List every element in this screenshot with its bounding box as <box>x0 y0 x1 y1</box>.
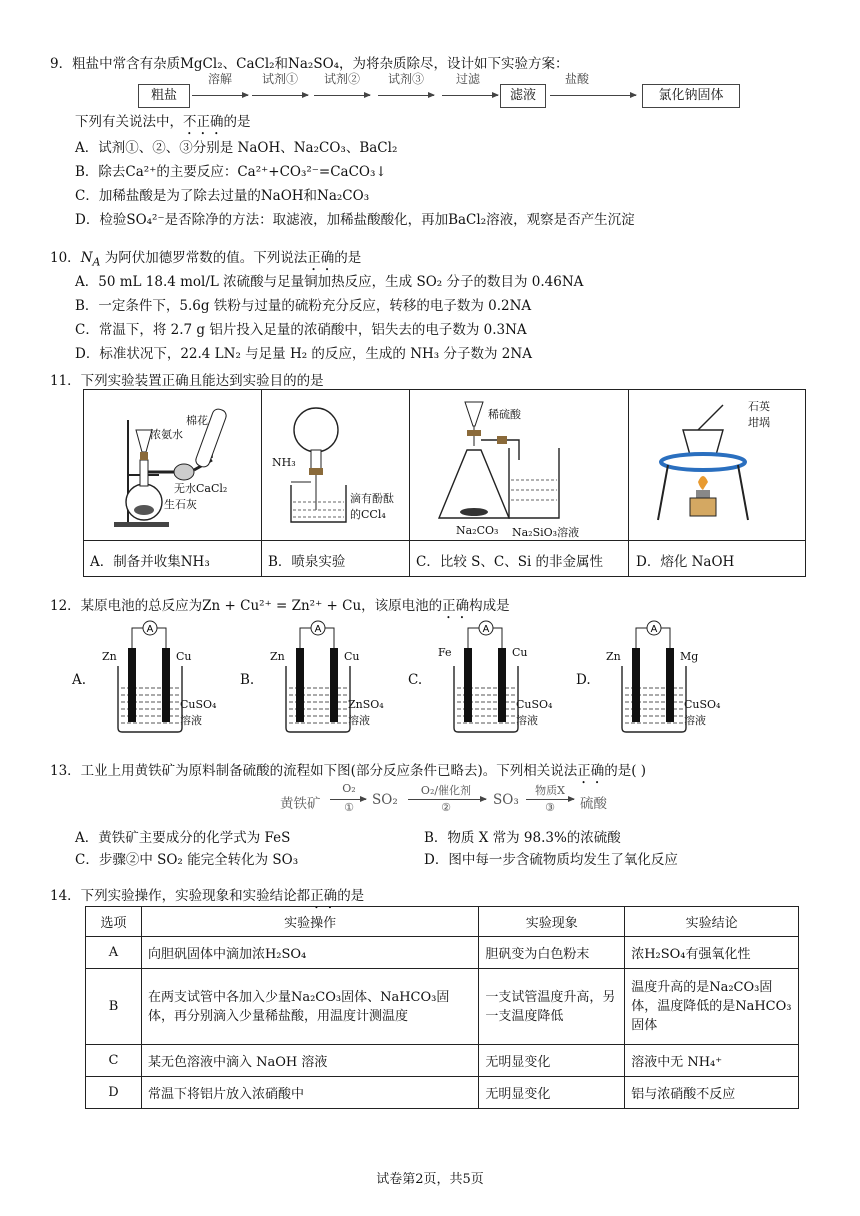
q9-ask: 下列有关说法中，不正确的是 <box>75 114 251 130</box>
flow-arrow <box>442 95 498 96</box>
left-electrode-label: Zn <box>270 650 285 663</box>
flow-arrow <box>192 95 248 96</box>
label-ccl4: 的CCl₄ <box>350 508 386 521</box>
caption-d: D．熔化 NaOH <box>636 554 735 570</box>
cell-operation: 某无色溶液中滴入 NaOH 溶液 <box>141 1045 478 1077</box>
flow-arrow <box>378 95 434 96</box>
cell-letter: B. <box>240 672 255 688</box>
flow-step-label: 盐酸 <box>564 72 589 86</box>
flow-arrow <box>408 799 486 800</box>
label-conc-ammonia: 浓氨水 <box>150 428 183 441</box>
label-quartz: 石英 <box>748 400 770 413</box>
galvanic-cell-sketch <box>118 621 182 732</box>
flow-step-label: 试剂② <box>323 72 360 86</box>
q9-stem: 9．粗盐中常含有杂质MgCl₂、CaCl₂和Na₂SO₄，为将杂质除尽，设计如下实验方案： <box>50 56 569 72</box>
galvanic-cell-sketch <box>286 621 350 732</box>
left-electrode-label: Zn <box>606 650 621 663</box>
flow-node: SO₂ <box>372 792 398 808</box>
flow-step-label: 试剂③ <box>387 72 424 86</box>
flow-step-label: 溶解 <box>207 72 232 86</box>
galvanic-cells-drawing <box>0 618 860 736</box>
q9-option-d: D．检验SO₄²⁻是否除净的方法：取滤液，加稀盐酸酸化，再加BaCl₂溶液，观察是否产生沉淀 <box>75 212 635 228</box>
q9-option-b: B．除去Ca²⁺的主要反应：Ca²⁺+CO₃²⁻=CaCO₃↓ <box>75 164 387 180</box>
q10-option-a: A．50 mL 18.4 mol/L 浓硫酸与足量铜加热反应，生成 SO₂ 分子的数目为 0.46NA <box>75 274 584 290</box>
flow-box-filtrate: 滤液 <box>500 84 546 108</box>
divider <box>84 540 805 541</box>
header-conclusion: 实验结论 <box>625 907 799 937</box>
left-electrode-label: Fe <box>438 646 452 659</box>
header-operation: 实验操作 <box>141 907 478 937</box>
page-footer: 试卷第2页，共5页 <box>376 1172 484 1187</box>
q10-option-c: C．常温下，将 2.7 g 铝片投入足量的浓硝酸中，铝失去的电子数为 0.3NA <box>75 322 527 338</box>
caption-c: C．比较 S、C、Si 的非金属性 <box>416 554 604 570</box>
ammeter-label: A <box>146 624 154 635</box>
flow-node: SO₃ <box>493 792 519 808</box>
table-row <box>86 1045 799 1077</box>
q13-option-b: B．物质 X 常为 98.3%的浓硫酸 <box>424 830 621 846</box>
cell-conclusion: 溶液中无 NH₄⁺ <box>625 1045 799 1077</box>
table-row <box>86 1077 799 1109</box>
solution-label: 溶液 <box>516 714 538 727</box>
ammeter-label: A <box>314 624 322 635</box>
header-option: 选项 <box>86 907 142 937</box>
label-quicklime: 生石灰 <box>164 498 197 511</box>
solution-label: 溶液 <box>348 714 370 727</box>
left-electrode-label: Zn <box>102 650 117 663</box>
label-dilute-sulfuric: 稀硫酸 <box>488 408 521 421</box>
flow-step-number: ③ <box>545 801 555 814</box>
label-cotton: 棉花 <box>186 414 208 427</box>
cell-phenomenon: 胆矾变为白色粉末 <box>479 937 625 969</box>
label-anhydrous-cacl2: 无水CaCl₂ <box>174 482 228 495</box>
q10-option-d: D．标准状况下，22.4 LN₂ 与足量 H₂ 的反应，生成的 NH₃ 分子数为 2NA <box>75 346 532 362</box>
solution-label: CuSO₄ <box>516 698 553 711</box>
right-electrode-label: Cu <box>344 650 360 663</box>
flow-step-label: 试剂① <box>261 72 298 86</box>
table-row <box>86 969 799 1045</box>
flow-step-number: ① <box>344 801 354 814</box>
flow-arrow <box>526 799 574 800</box>
q9-option-a: A．试剂①、②、③分别是 NaOH、Na₂CO₃、BaCl₂ <box>75 140 398 156</box>
cell-operation: 向胆矾固体中滴加浓H₂SO₄ <box>141 937 478 969</box>
q12-stem: 12．某原电池的总反应为Zn + Cu²⁺ = Zn²⁺ + Cu，该原电池的正确构成是 <box>50 598 510 614</box>
flow-reagent: 物质X <box>535 784 565 797</box>
cell-letter: D. <box>576 672 591 688</box>
cell-option: D <box>86 1077 142 1109</box>
flow-node: 黄铁矿 <box>280 796 321 812</box>
cell-phenomenon: 无明显变化 <box>479 1045 625 1077</box>
label-na2co3: Na₂CO₃ <box>456 524 499 537</box>
nh3-preparation-apparatus <box>84 390 261 540</box>
cell-option: B <box>86 969 142 1045</box>
caption-a: A．制备并收集NH₃ <box>90 554 210 570</box>
flow-reagent: O₂/催化剂 <box>420 784 472 797</box>
solution-label: 溶液 <box>684 714 706 727</box>
label-crucible: 坩埚 <box>748 416 770 429</box>
q14-table <box>85 906 799 1109</box>
header-phenomenon: 实验现象 <box>479 907 625 937</box>
cell-phenomenon: 一支试管温度升高，另一支温度降低 <box>479 969 625 1045</box>
flow-arrow <box>314 95 370 96</box>
caption-b: B．喷泉实验 <box>268 554 346 570</box>
cell-option: A <box>86 937 142 969</box>
q11-apparatus-table <box>83 389 806 577</box>
flow-step-label: 过滤 <box>455 72 480 86</box>
table-header-row <box>86 907 799 937</box>
flow-arrow <box>550 95 636 96</box>
ammeter-label: A <box>650 624 658 635</box>
solution-label: CuSO₄ <box>180 698 217 711</box>
galvanic-cell-sketch <box>622 621 686 732</box>
galvanic-cell-sketch <box>454 621 518 732</box>
q13-option-d: D．图中每一步含硫物质均发生了氧化反应 <box>424 852 678 868</box>
label-phenolphthalein: 滴有酚酞 <box>350 492 394 505</box>
label-na2sio3: Na₂SiO₃溶液 <box>512 526 580 539</box>
flow-node: 硫酸 <box>580 796 607 812</box>
flow-box-end: 氯化钠固体 <box>642 84 740 108</box>
label-nh3: NH₃ <box>272 456 296 469</box>
q13-stem: 13．工业上用黄铁矿为原料制备硫酸的流程如下图(部分反应条件已略去)。下列相关说法正确的是( ) <box>50 763 647 779</box>
cell-conclusion: 温度升高的是Na₂CO₃固体，温度降低的是NaHCO₃固体 <box>625 969 799 1045</box>
flow-step-number: ② <box>441 801 451 814</box>
cell-phenomenon: 无明显变化 <box>479 1077 625 1109</box>
solution-label: CuSO₄ <box>684 698 721 711</box>
q13-option-a: A．黄铁矿主要成分的化学式为 FeS <box>75 830 291 846</box>
crucible-apparatus <box>628 390 805 540</box>
q13-option-c: C．步骤②中 SO₂ 能完全转化为 SO₃ <box>75 852 299 868</box>
right-electrode-label: Cu <box>512 646 528 659</box>
cell-letter: C. <box>408 672 423 688</box>
flow-arrow <box>252 95 308 96</box>
q14-stem: 14．下列实验操作，实验现象和实验结论都正确的是 <box>50 888 365 904</box>
cell-operation: 在两支试管中各加入少量Na₂CO₃固体、NaHCO₃固体，再分别滴入少量稀盐酸，用温度计测温度 <box>141 969 478 1045</box>
right-electrode-label: Mg <box>680 650 699 663</box>
flow-box-start: 粗盐 <box>138 84 190 108</box>
cell-option: C <box>86 1045 142 1077</box>
cell-operation: 常温下将铝片放入浓硝酸中 <box>141 1077 478 1109</box>
q10-option-b: B．一定条件下，5.6g 铁粉与过量的硫粉充分反应，转移的电子数为 0.2NA <box>75 298 532 314</box>
solution-label: ZnSO₄ <box>348 698 384 711</box>
q10-stem: 10．$N_A$ 为阿伏加德罗常数的值。下列说法正确的是 <box>50 250 362 269</box>
cell-conclusion: 铝与浓硝酸不反应 <box>625 1077 799 1109</box>
ammeter-label: A <box>482 624 490 635</box>
q9-option-c: C．加稀盐酸是为了除去过量的NaOH和Na₂CO₃ <box>75 188 370 204</box>
flow-reagent: O₂ <box>342 782 356 795</box>
solution-label: 溶液 <box>180 714 202 727</box>
flow-arrow <box>330 799 366 800</box>
right-electrode-label: Cu <box>176 650 192 663</box>
cell-conclusion: 浓H₂SO₄有强氧化性 <box>625 937 799 969</box>
table-row <box>86 937 799 969</box>
q11-stem: 11．下列实验装置正确且能达到实验目的的是 <box>50 373 324 389</box>
cell-letter: A. <box>72 672 87 688</box>
